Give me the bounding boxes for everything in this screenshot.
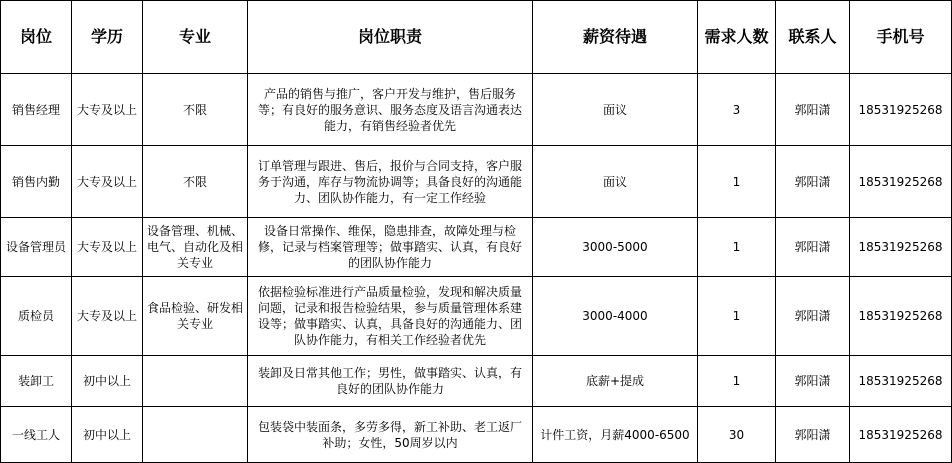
cell-phone: 18531925268 (850, 218, 952, 277)
table-row (1, 277, 952, 356)
cell-salary: 面议 (533, 146, 698, 218)
cell-count: 1 (698, 218, 776, 277)
cell-count: 1 (698, 356, 776, 407)
cell-education: 大专及以上 (72, 146, 143, 218)
cell-salary: 3000-5000 (533, 218, 698, 277)
cell-education: 初中以上 (72, 356, 143, 407)
cell-salary: 3000-4000 (533, 277, 698, 356)
cell-major (143, 407, 248, 463)
header-salary: 薪资待遇 (533, 1, 698, 74)
header-contact: 联系人 (776, 1, 850, 74)
cell-count: 3 (698, 74, 776, 146)
header-position: 岗位 (1, 1, 72, 74)
cell-salary: 计件工资，月薪4000-6500 (533, 407, 698, 463)
cell-duties: 订单管理与跟进、售后，报价与合同支持，客户服务于沟通，库存与物流协调等；具备良好的沟通能力、团队协作能力，有一定工作经验 (248, 146, 533, 218)
table-row (1, 356, 952, 407)
cell-major: 不限 (143, 74, 248, 146)
cell-phone: 18531925268 (850, 407, 952, 463)
header-education: 学历 (72, 1, 143, 74)
cell-duties: 包装袋中装面条，多劳多得，新工补助、老工返厂补助；女性，50周岁以内 (248, 407, 533, 463)
cell-contact: 郭阳潇 (776, 146, 850, 218)
header-duties: 岗位职责 (248, 1, 533, 74)
cell-contact: 郭阳潇 (776, 218, 850, 277)
cell-count: 1 (698, 277, 776, 356)
cell-phone: 18531925268 (850, 146, 952, 218)
cell-major (143, 356, 248, 407)
table-row (1, 74, 952, 146)
cell-education: 大专及以上 (72, 277, 143, 356)
cell-phone: 18531925268 (850, 356, 952, 407)
table-row (1, 407, 952, 463)
table-row (1, 218, 952, 277)
cell-position: 销售内勤 (1, 146, 72, 218)
cell-position: 质检员 (1, 277, 72, 356)
table-row (1, 146, 952, 218)
cell-count: 1 (698, 146, 776, 218)
cell-duties: 依据检验标准进行产品质量检验，发现和解决质量问题，记录和报告检验结果，参与质量管理体系建设等；做事踏实、认真，具备良好的沟通能力、团队协作能力，有相关工作经验者优先 (248, 277, 533, 356)
cell-contact: 郭阳潇 (776, 277, 850, 356)
cell-duties: 装卸及日常其他工作；男性，做事踏实、认真，有良好的团队协作能力 (248, 356, 533, 407)
header-phone: 手机号 (850, 1, 952, 74)
cell-major: 不限 (143, 146, 248, 218)
cell-phone: 18531925268 (850, 277, 952, 356)
cell-education: 大专及以上 (72, 218, 143, 277)
header-major: 专业 (143, 1, 248, 74)
header-count: 需求人数 (698, 1, 776, 74)
header-row (1, 1, 952, 74)
cell-contact: 郭阳潇 (776, 356, 850, 407)
cell-education: 初中以上 (72, 407, 143, 463)
cell-position: 装卸工 (1, 356, 72, 407)
cell-education: 大专及以上 (72, 74, 143, 146)
cell-salary: 底薪+提成 (533, 356, 698, 407)
cell-duties: 产品的销售与推广，客户开发与维护，售后服务等；有良好的服务意识、服务态度及语言沟通表达能力，有销售经验者优先 (248, 74, 533, 146)
cell-contact: 郭阳潇 (776, 407, 850, 463)
cell-position: 销售经理 (1, 74, 72, 146)
cell-major: 食品检验、研发相关专业 (143, 277, 248, 356)
cell-duties: 设备日常操作、维保，隐患排查，故障处理与检修，记录与档案管理等；做事踏实、认真，有良好的团队协作能力 (248, 218, 533, 277)
cell-contact: 郭阳潇 (776, 74, 850, 146)
cell-major: 设备管理、机械、电气、自动化及相关专业 (143, 218, 248, 277)
cell-salary: 面议 (533, 74, 698, 146)
cell-position: 设备管理员 (1, 218, 72, 277)
cell-count: 30 (698, 407, 776, 463)
cell-phone: 18531925268 (850, 74, 952, 146)
cell-position: 一线工人 (1, 407, 72, 463)
